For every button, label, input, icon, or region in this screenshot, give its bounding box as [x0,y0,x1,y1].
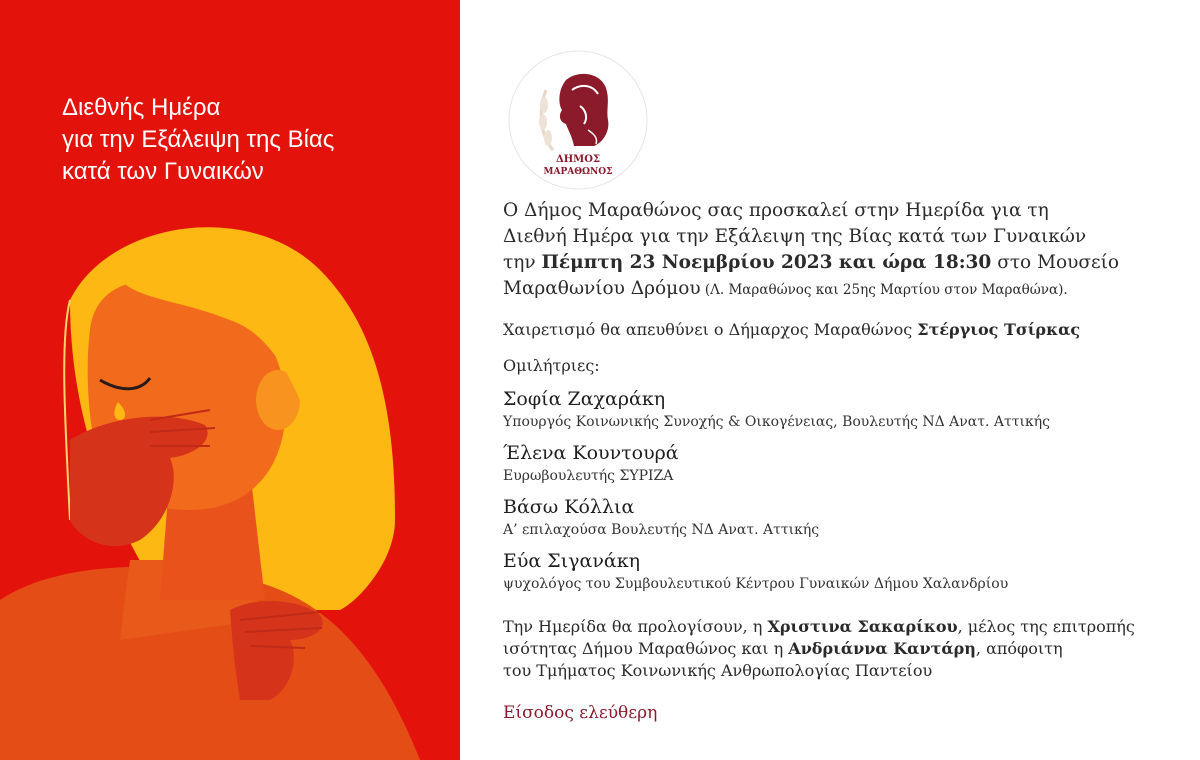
speaker-name: Σοφία Ζαχαράκη [503,388,666,410]
greeting-text: Χαιρετισμό θα απευθύνει ο Δήμαρχος Μαραθώνος [503,320,918,339]
outro-text: ισότητας Δήμου Μαραθώνος και η [503,639,789,658]
speaker-name: Έλενα Κουντουρά [503,442,679,464]
speakers-heading: Ομιλήτριες: [503,356,600,375]
speaker-name: Βάσω Κόλλια [503,496,635,518]
poster-title-line: κατά των Γυναικών [62,158,264,185]
event-date: Πέμπτη 23 Νοεμβρίου 2023 και ώρα 18:30 [541,252,992,273]
intro-line [503,276,1183,303]
outro-line [503,638,1183,660]
outro-line: του Τμήματος Κοινωνικής Ανθρωπολογίας Παντείου [503,661,933,680]
host-name: Ανδριάννα Καντάρη [788,639,976,658]
speaker-name: Εύα Σιγανάκη [503,550,640,572]
speaker-role: Ευρωβουλευτής ΣΥΡΙΖΑ [503,468,674,484]
intro-line: Διεθνή Ημέρα για την Εξάλειψη της Βίας κατά των Γυναικών [503,226,1087,247]
speaker-role: Α’ επιλαχούσα Βουλευτής ΝΔ Ανατ. Αττικής [503,522,820,538]
intro-text: την [503,252,542,273]
outro-text: , απόφοιτη [975,639,1063,658]
municipality-logo [508,50,648,190]
poster-title-line: Διεθνής Ημέρα [62,94,221,121]
outro-line [503,616,1183,638]
logo-text-line2: ΜΑΡΑΘΩΝΟΣ [543,167,613,177]
poster-title [62,92,442,188]
venue-name: Μαραθωνίου Δρόμου [503,278,701,299]
logo-text-line1: ΔΗΜΟΣ [555,154,601,165]
speaker-role: ψυχολόγος του Συμβουλευτικού Κέντρου Γυναικών Δήμου Χαλανδρίου [503,576,1009,592]
greeting [503,320,1183,339]
invitation-text [503,198,1183,303]
venue-address: (Λ. Μαραθώνος και 25ης Μαρτίου στον Μαραθώνα). [700,282,1068,298]
poster-panel [0,0,460,760]
outro-text: Την Ημερίδα θα προλογίσουν, η [503,617,768,636]
speaker-role: Υπουργός Κοινωνικής Συνοχής & Οικογένειας, Βουλευτής ΝΔ Ανατ. Αττικής [503,414,1050,430]
poster-title-line: για την Εξάλειψη της Βίας [62,126,335,153]
prologue-text [503,616,1183,682]
free-entry: Είσοδος ελεύθερη [503,703,658,723]
intro-text: στο Μουσείο [991,252,1120,273]
mayor-name: Στέργιος Τσίρκας [917,320,1081,339]
intro-line [503,250,1183,276]
host-name: Χριστινα Σακαρίκου [767,617,958,636]
outro-text: , μέλος της επιτροπής [957,617,1135,636]
intro-line: Ο Δήμος Μαραθώνος σας προσκαλεί στην Ημερίδα για τη [503,200,1049,221]
